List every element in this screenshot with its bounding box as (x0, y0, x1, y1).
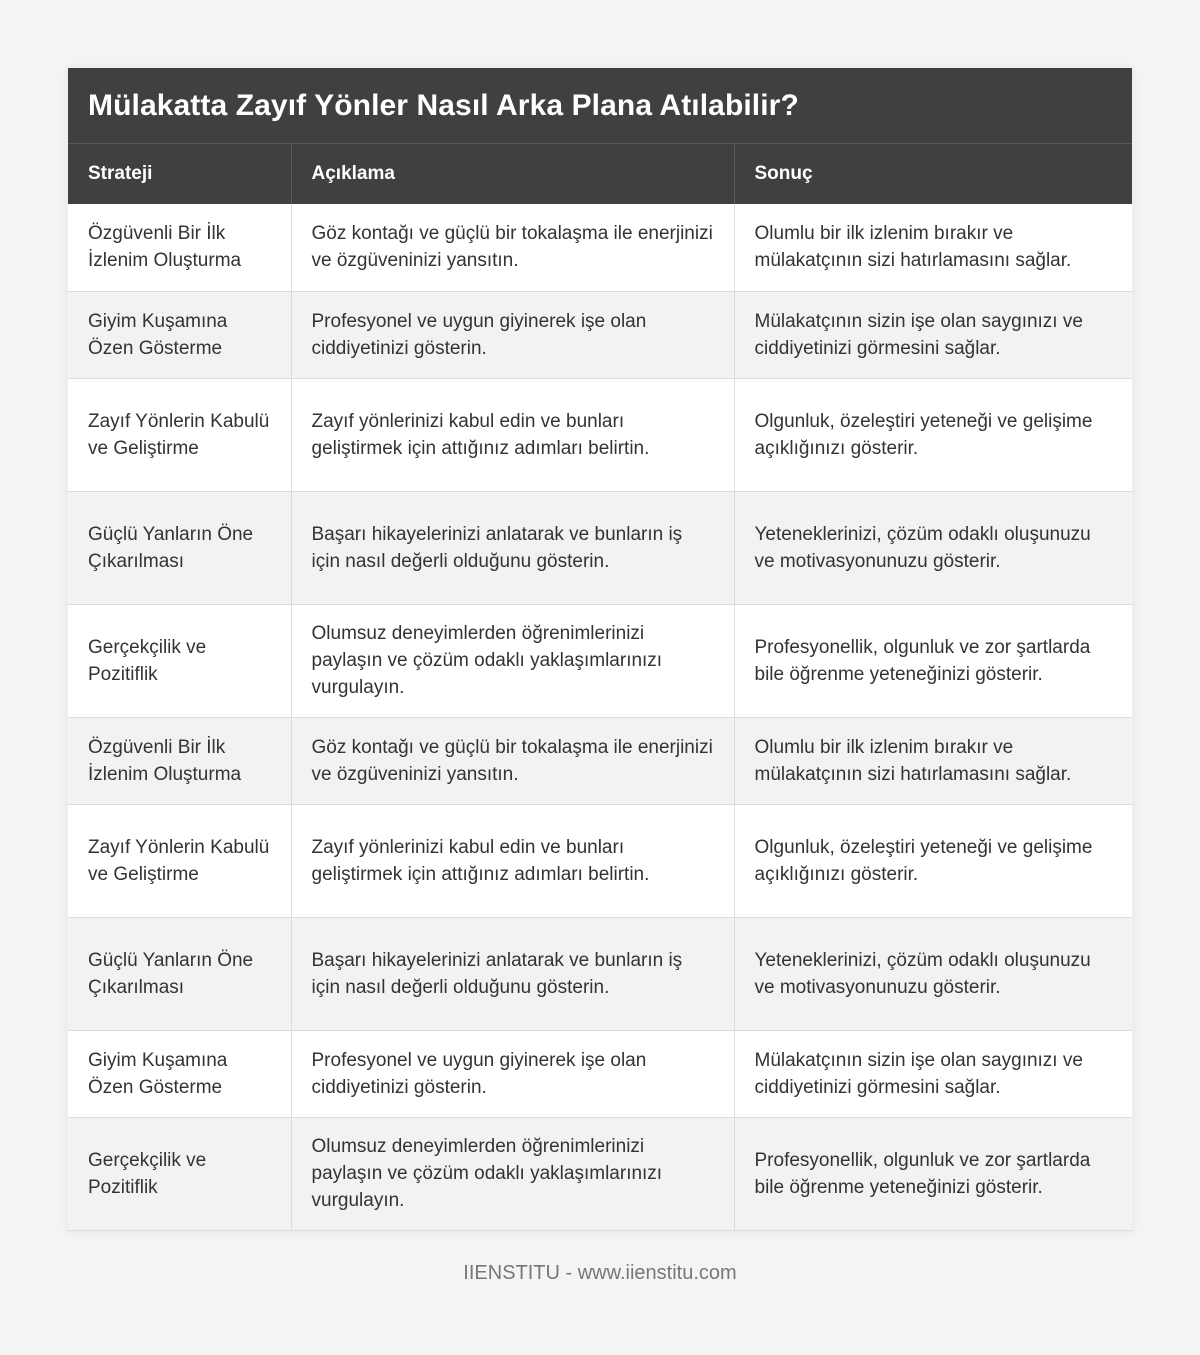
table-card (68, 68, 1132, 1231)
cell-aciklama: Göz kontağı ve güçlü bir tokalaşma ile enerjinizi ve özgüveninizi yansıtın. (291, 717, 734, 804)
cell-sonuc: Yeteneklerinizi, çözüm odaklı oluşunuzu ve motivasyonunuzu gösterir. (734, 491, 1132, 604)
cell-sonuc: Olumlu bir ilk izlenim bırakır ve mülakatçının sizi hatırlamasını sağlar. (734, 717, 1132, 804)
cell-sonuc: Olumlu bir ilk izlenim bırakır ve mülakatçının sizi hatırlamasını sağlar. (734, 204, 1132, 291)
cell-strateji: Gerçekçilik ve Pozitiflik (68, 604, 291, 717)
cell-strateji: Zayıf Yönlerin Kabulü ve Geliştirme (68, 378, 291, 491)
column-header-aciklama: Açıklama (291, 144, 734, 204)
cell-sonuc: Profesyonellik, olgunluk ve zor şartlarda bile öğrenme yeteneğinizi gösterir. (734, 604, 1132, 717)
cell-aciklama: Profesyonel ve uygun giyinerek işe olan ciddiyetinizi gösterin. (291, 1030, 734, 1117)
table-row (68, 204, 1132, 291)
cell-strateji: Özgüvenli Bir İlk İzlenim Oluşturma (68, 204, 291, 291)
table-row (68, 491, 1132, 604)
table-row (68, 1117, 1132, 1230)
cell-aciklama: Göz kontağı ve güçlü bir tokalaşma ile enerjinizi ve özgüveninizi yansıtın. (291, 204, 734, 291)
footer-credit: IIENSTITU - www.iienstitu.com (463, 1262, 737, 1284)
cell-sonuc: Olgunluk, özeleştiri yeteneği ve gelişime açıklığınızı gösterir. (734, 804, 1132, 917)
cell-sonuc: Mülakatçının sizin işe olan saygınızı ve ciddiyetinizi görmesini sağlar. (734, 291, 1132, 378)
cell-strateji: Zayıf Yönlerin Kabulü ve Geliştirme (68, 804, 291, 917)
cell-strateji: Giyim Kuşamına Özen Gösterme (68, 291, 291, 378)
cell-aciklama: Profesyonel ve uygun giyinerek işe olan ciddiyetinizi gösterin. (291, 291, 734, 378)
cell-aciklama: Zayıf yönlerinizi kabul edin ve bunları geliştirmek için attığınız adımları belirtin. (291, 804, 734, 917)
column-header-strateji: Strateji (68, 144, 291, 204)
table-row (68, 804, 1132, 917)
table-row (68, 604, 1132, 717)
cell-sonuc: Profesyonellik, olgunluk ve zor şartlarda bile öğrenme yeteneğinizi gösterir. (734, 1117, 1132, 1230)
cell-aciklama: Başarı hikayelerinizi anlatarak ve bunların iş için nasıl değerli olduğunu gösterin. (291, 491, 734, 604)
cell-strateji: Giyim Kuşamına Özen Gösterme (68, 1030, 291, 1117)
table-body (68, 204, 1132, 1230)
table-row (68, 917, 1132, 1030)
cell-aciklama: Olumsuz deneyimlerden öğrenimlerinizi paylaşın ve çözüm odaklı yaklaşımlarınızı vurgulayın. (291, 604, 734, 717)
cell-sonuc: Olgunluk, özeleştiri yeteneği ve gelişime açıklığınızı gösterir. (734, 378, 1132, 491)
header-row (68, 144, 1132, 204)
cell-aciklama: Başarı hikayelerinizi anlatarak ve bunların iş için nasıl değerli olduğunu gösterin. (291, 917, 734, 1030)
cell-strateji: Gerçekçilik ve Pozitiflik (68, 1117, 291, 1230)
cell-sonuc: Mülakatçının sizin işe olan saygınızı ve ciddiyetinizi görmesini sağlar. (734, 1030, 1132, 1117)
title-bar (68, 68, 1132, 144)
cell-aciklama: Olumsuz deneyimlerden öğrenimlerinizi paylaşın ve çözüm odaklı yaklaşımlarınızı vurgulayın. (291, 1117, 734, 1230)
table-row (68, 378, 1132, 491)
table-row (68, 1030, 1132, 1117)
cell-aciklama: Zayıf yönlerinizi kabul edin ve bunları geliştirmek için attığınız adımları belirtin. (291, 378, 734, 491)
cell-sonuc: Yeteneklerinizi, çözüm odaklı oluşunuzu ve motivasyonunuzu gösterir. (734, 917, 1132, 1030)
page-title: Mülakatta Zayıf Yönler Nasıl Arka Plana Atılabilir? (88, 88, 799, 122)
table-header (68, 144, 1132, 204)
cell-strateji: Güçlü Yanların Öne Çıkarılması (68, 917, 291, 1030)
table-row (68, 717, 1132, 804)
cell-strateji: Güçlü Yanların Öne Çıkarılması (68, 491, 291, 604)
cell-strateji: Özgüvenli Bir İlk İzlenim Oluşturma (68, 717, 291, 804)
table-row (68, 291, 1132, 378)
column-header-sonuc: Sonuç (734, 144, 1132, 204)
strategy-table (68, 144, 1132, 1231)
